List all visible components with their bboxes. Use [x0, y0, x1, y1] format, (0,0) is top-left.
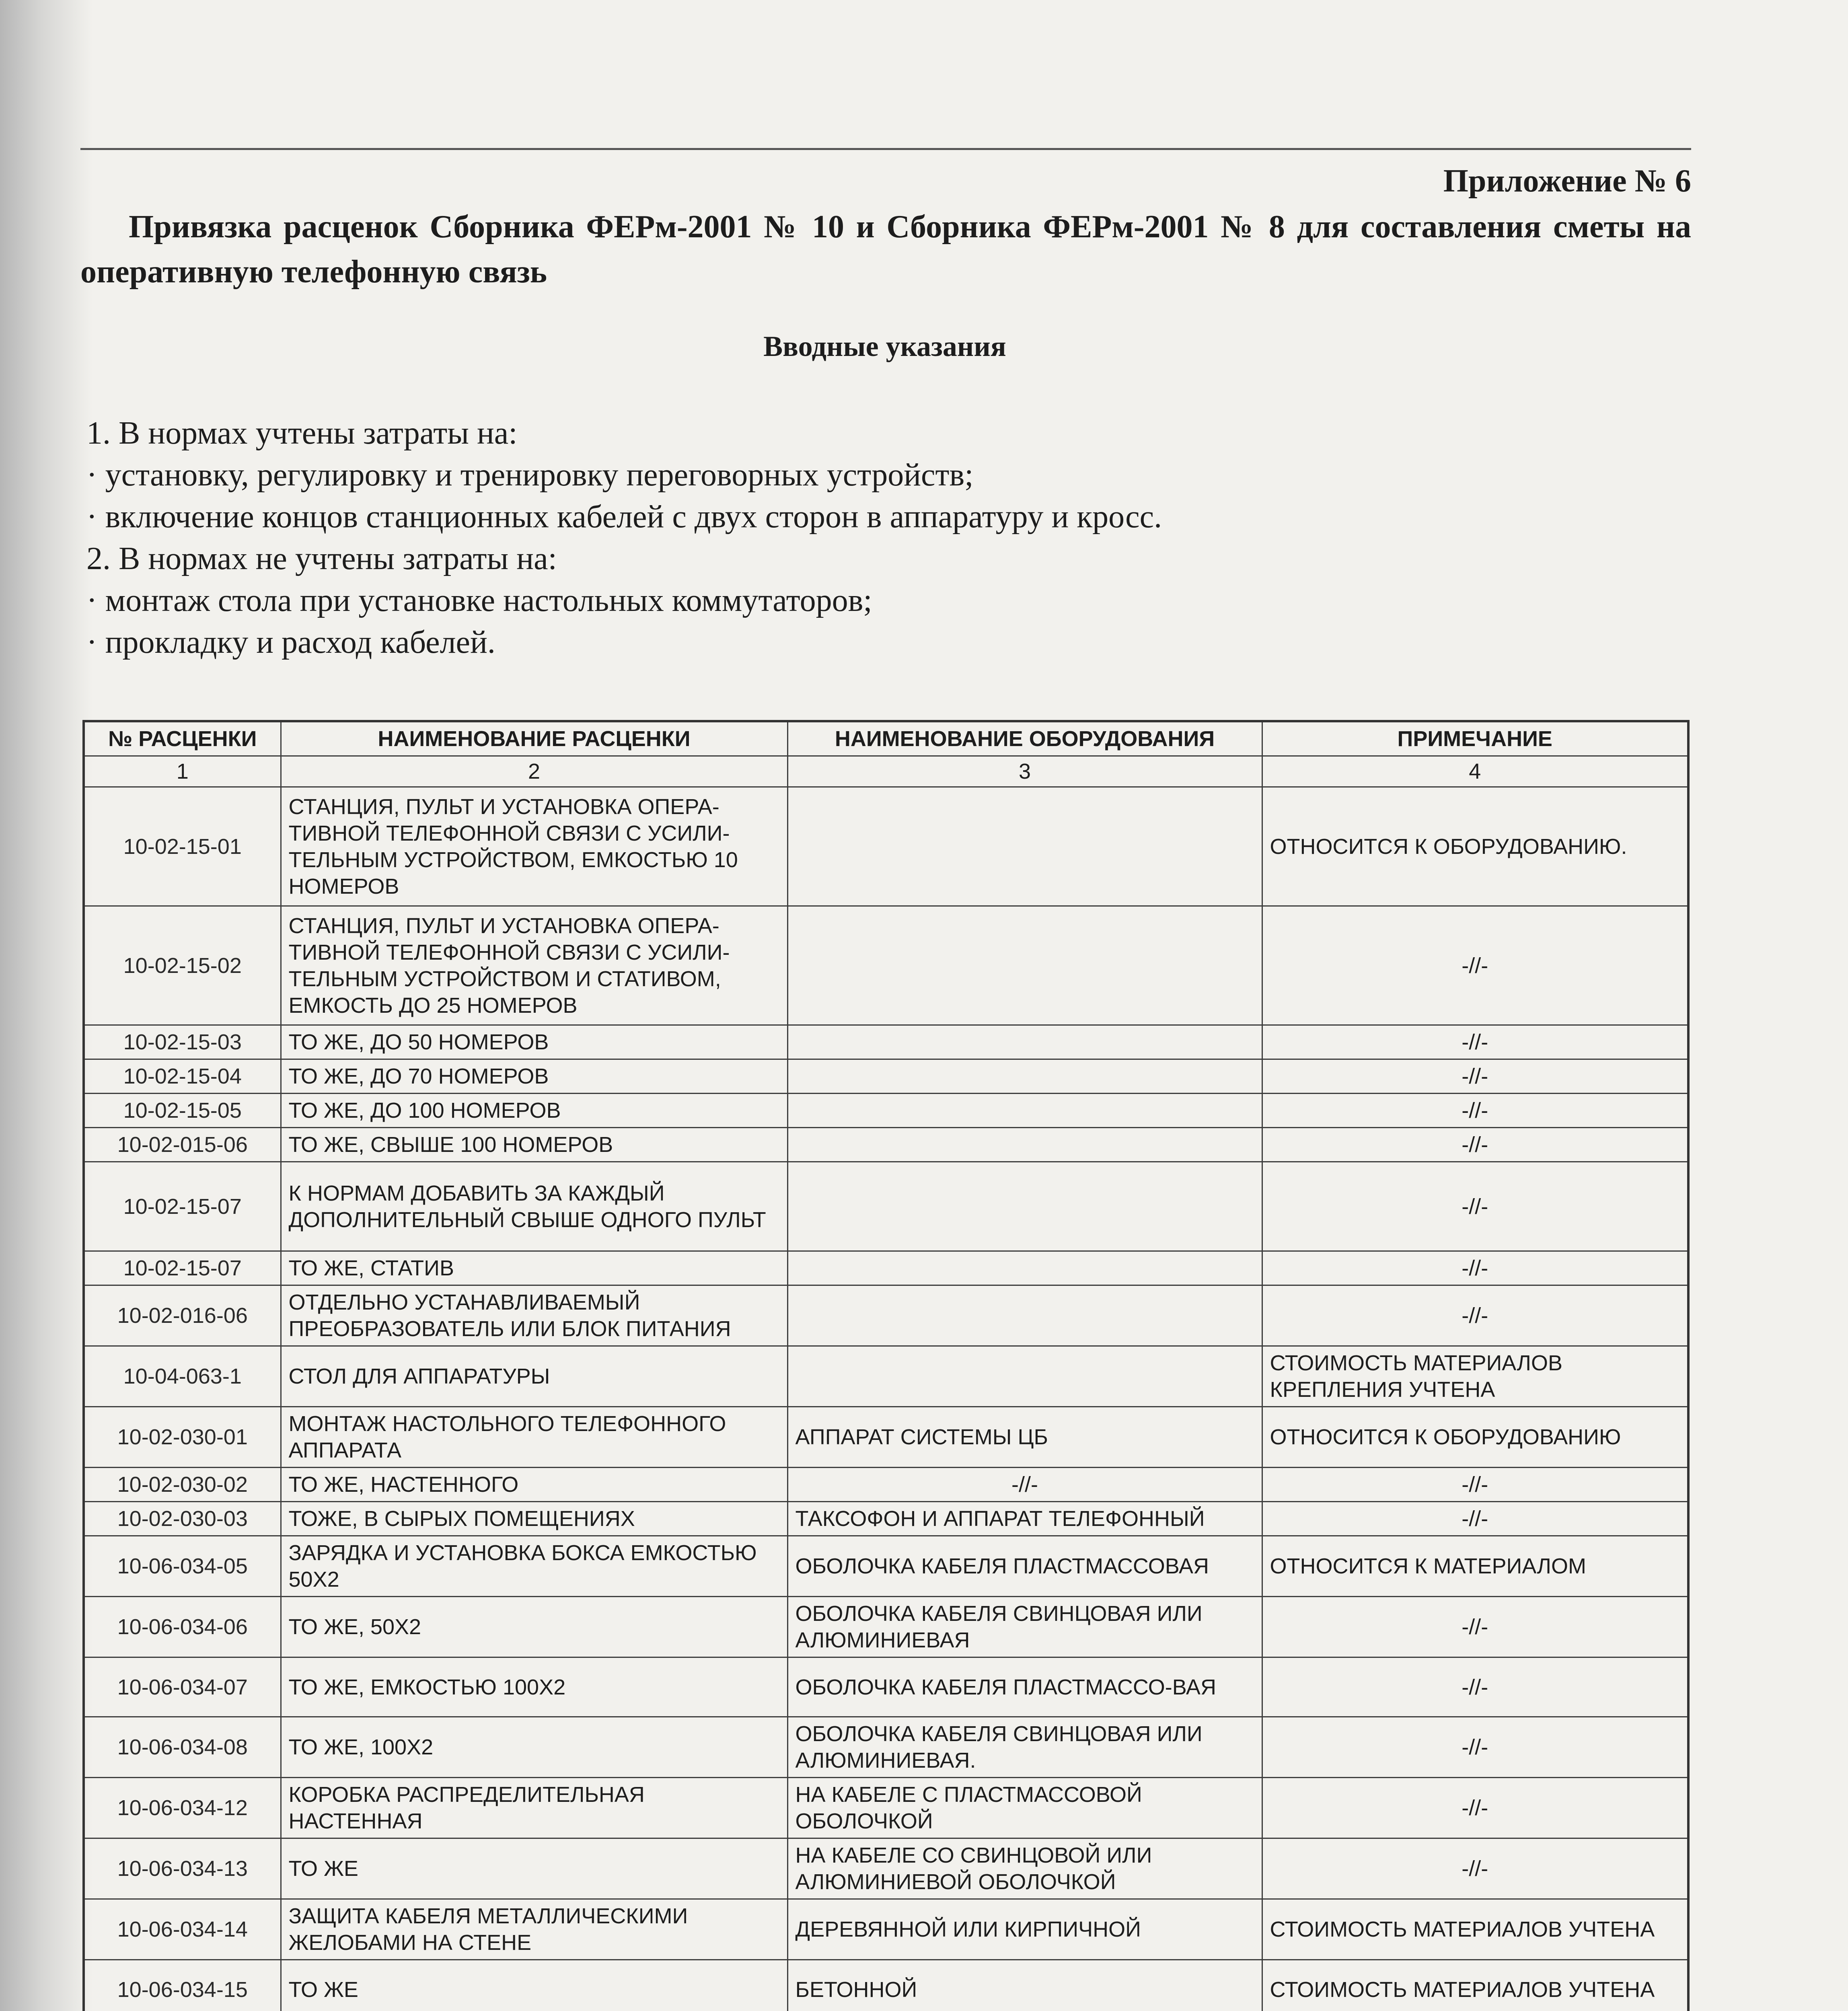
remark-cell: СТОИМОСТЬ МАТЕРИАЛОВ УЧТЕНА [1262, 1960, 1688, 2011]
remark-cell: -//- [1262, 906, 1688, 1025]
column-header-remark: ПРИМЕЧАНИЕ [1262, 721, 1688, 756]
remark-cell: -//- [1262, 1597, 1688, 1657]
table-row [84, 1285, 1688, 1346]
rate-code-cell: 10-06-034-06 [84, 1597, 281, 1657]
intro-line: · монтаж стола при установке настольных коммутаторов; [86, 583, 872, 618]
intro-line: 2. В нормах не учтены затраты на: [86, 541, 557, 576]
remark-cell: -//- [1262, 1717, 1688, 1778]
rate-code-cell: 10-02-030-03 [84, 1502, 281, 1536]
top-rule [80, 148, 1691, 150]
rate-code-cell: 10-06-034-12 [84, 1778, 281, 1838]
equipment-cell: ДЕРЕВЯННОЙ ИЛИ КИРПИЧНОЙ [787, 1899, 1262, 1960]
equipment-cell: БЕТОННОЙ [787, 1960, 1262, 2011]
rate-name-cell: ЗАЩИТА КАБЕЛЯ МЕТАЛЛИЧЕСКИМИ ЖЕЛОБАМИ НА СТЕНЕ [281, 1899, 787, 1960]
column-number: 4 [1262, 756, 1688, 787]
table-row [84, 1778, 1688, 1838]
remark-cell: -//- [1262, 1094, 1688, 1128]
rate-code-cell: 10-02-015-06 [84, 1128, 281, 1162]
rate-code-cell: 10-02-15-04 [84, 1059, 281, 1094]
rate-code-cell: 10-06-034-08 [84, 1717, 281, 1778]
table-row [84, 1251, 1688, 1285]
table-row [84, 1468, 1688, 1502]
equipment-cell: НА КАБЕЛЕ СО СВИНЦОВОЙ ИЛИ АЛЮМИНИЕВОЙ ОБОЛОЧКОЙ [787, 1838, 1262, 1899]
table-row [84, 1059, 1688, 1094]
rate-code-cell: 10-02-030-01 [84, 1407, 281, 1468]
rate-code-cell: 10-02-15-02 [84, 906, 281, 1025]
intro-line: · прокладку и расход кабелей. [86, 625, 495, 660]
rate-name-cell: К НОРМАМ ДОБАВИТЬ ЗА КАЖДЫЙ ДОПОЛНИТЕЛЬНЫЙ СВЫШЕ ОДНОГО ПУЛЬТ [281, 1162, 787, 1251]
equipment-cell: НА КАБЕЛЕ С ПЛАСТМАССОВОЙ ОБОЛОЧКОЙ [787, 1778, 1262, 1838]
table-row [84, 787, 1688, 906]
rate-code-cell: 10-02-15-01 [84, 787, 281, 906]
table-row [84, 1717, 1688, 1778]
equipment-cell [787, 1162, 1262, 1251]
remark-cell: -//- [1262, 1502, 1688, 1536]
rate-name-cell: МОНТАЖ НАСТОЛЬНОГО ТЕЛЕФОННОГО АППАРАТА [281, 1407, 787, 1468]
rate-name-cell: КОРОБКА РАСПРЕДЕЛИТЕЛЬНАЯ НАСТЕННАЯ [281, 1778, 787, 1838]
equipment-cell [787, 787, 1262, 906]
table-row [84, 1899, 1688, 1960]
table-row [84, 1094, 1688, 1128]
intro-heading: Вводные указания [763, 330, 1006, 362]
rate-name-cell: СТОЛ ДЛЯ АППАРАТУРЫ [281, 1346, 787, 1407]
table-header-row [84, 721, 1688, 756]
remark-cell: -//- [1262, 1059, 1688, 1094]
intro-line: · включение концов станционных кабелей с двух сторон в аппаратуру и кросс. [86, 499, 1162, 535]
table-row [84, 906, 1688, 1025]
rate-code-cell: 10-02-15-03 [84, 1025, 281, 1059]
rate-name-cell: ТО ЖЕ, ДО 70 НОМЕРОВ [281, 1059, 787, 1094]
rates-table [82, 720, 1690, 2011]
rate-code-cell: 10-06-034-05 [84, 1536, 281, 1597]
remark-cell: -//- [1262, 1468, 1688, 1502]
rate-name-cell: СТАНЦИЯ, ПУЛЬТ И УСТАНОВКА ОПЕРА-ТИВНОЙ ТЕЛЕФОННОЙ СВЯЗИ С УСИЛИ-ТЕЛЬНЫМ УСТРОЙСТВОМ, ЕМКОСТЬЮ 10 НОМЕРОВ [281, 787, 787, 906]
column-header-equipment: НАИМЕНОВАНИЕ ОБОРУДОВАНИЯ [787, 721, 1262, 756]
table-row [84, 1162, 1688, 1251]
table-row [84, 1025, 1688, 1059]
equipment-cell: ОБОЛОЧКА КАБЕЛЯ ПЛАСТМАССО-ВАЯ [787, 1657, 1262, 1717]
rate-code-cell: 10-04-063-1 [84, 1346, 281, 1407]
table-row [84, 1128, 1688, 1162]
remark-cell: -//- [1262, 1838, 1688, 1899]
rate-code-cell: 10-06-034-07 [84, 1657, 281, 1717]
remark-cell: -//- [1262, 1251, 1688, 1285]
column-header-code: № РАСЦЕНКИ [84, 721, 281, 756]
equipment-cell: ТАКСОФОН И АППАРАТ ТЕЛЕФОННЫЙ [787, 1502, 1262, 1536]
column-number: 2 [281, 756, 787, 787]
remark-cell: -//- [1262, 1285, 1688, 1346]
intro-line: · установку, регулировку и тренировку переговорных устройств; [86, 457, 974, 493]
rate-name-cell: СТАНЦИЯ, ПУЛЬТ И УСТАНОВКА ОПЕРА-ТИВНОЙ ТЕЛЕФОННОЙ СВЯЗИ С УСИЛИ-ТЕЛЬНЫМ УСТРОЙСТВОМ И СТАТИВОМ, ЕМКОСТЬ ДО 25 НОМЕРОВ [281, 906, 787, 1025]
rate-name-cell: ТО ЖЕ, СВЫШЕ 100 НОМЕРОВ [281, 1128, 787, 1162]
rate-code-cell: 10-02-016-06 [84, 1285, 281, 1346]
remark-cell: СТОИМОСТЬ МАТЕРИАЛОВ УЧТЕНА [1262, 1899, 1688, 1960]
equipment-cell: ОБОЛОЧКА КАБЕЛЯ ПЛАСТМАССОВАЯ [787, 1536, 1262, 1597]
document-title: Привязка расценок Сборника ФЕРм-2001 № 10 и Сборника ФЕРм-2001 № 8 для составления сметы на оперативную телефонную связь [80, 209, 1691, 290]
page-edge-shadow [0, 0, 93, 2011]
equipment-cell: ОБОЛОЧКА КАБЕЛЯ СВИНЦОВАЯ ИЛИ АЛЮМИНИЕВАЯ. [787, 1717, 1262, 1778]
equipment-cell [787, 1285, 1262, 1346]
table-row [84, 1407, 1688, 1468]
equipment-cell: -//- [787, 1468, 1262, 1502]
rates-table-body [84, 787, 1688, 2011]
rate-name-cell: ТО ЖЕ [281, 1838, 787, 1899]
table-row [84, 1346, 1688, 1407]
remark-cell: -//- [1262, 1025, 1688, 1059]
equipment-cell: ОБОЛОЧКА КАБЕЛЯ СВИНЦОВАЯ ИЛИ АЛЮМИНИЕВАЯ [787, 1597, 1262, 1657]
remark-cell: -//- [1262, 1657, 1688, 1717]
rate-code-cell: 10-02-15-07 [84, 1162, 281, 1251]
table-row [84, 1502, 1688, 1536]
rate-code-cell: 10-02-15-07 [84, 1251, 281, 1285]
rate-name-cell: ТОЖЕ, В СЫРЫХ ПОМЕЩЕНИЯХ [281, 1502, 787, 1536]
rate-code-cell: 10-06-034-15 [84, 1960, 281, 2011]
rate-name-cell: ТО ЖЕ, НАСТЕННОГО [281, 1468, 787, 1502]
column-number-row [84, 756, 1688, 787]
remark-cell: ОТНОСИТСЯ К ОБОРУДОВАНИЮ [1262, 1407, 1688, 1468]
rate-name-cell: ОТДЕЛЬНО УСТАНАВЛИВАЕМЫЙ ПРЕОБРАЗОВАТЕЛЬ ИЛИ БЛОК ПИТАНИЯ [281, 1285, 787, 1346]
remark-cell: СТОИМОСТЬ МАТЕРИАЛОВ КРЕПЛЕНИЯ УЧТЕНА [1262, 1346, 1688, 1407]
appendix-label: Приложение № 6 [1443, 163, 1691, 199]
rate-name-cell: ТО ЖЕ, СТАТИВ [281, 1251, 787, 1285]
table-row [84, 1838, 1688, 1899]
equipment-cell [787, 1128, 1262, 1162]
remark-cell: -//- [1262, 1162, 1688, 1251]
table-row [84, 1597, 1688, 1657]
rate-code-cell: 10-06-034-13 [84, 1838, 281, 1899]
rate-name-cell: ТО ЖЕ, ДО 100 НОМЕРОВ [281, 1094, 787, 1128]
rate-code-cell: 10-02-030-02 [84, 1468, 281, 1502]
rate-code-cell: 10-02-15-05 [84, 1094, 281, 1128]
remark-cell: -//- [1262, 1778, 1688, 1838]
table-row [84, 1657, 1688, 1717]
column-number: 1 [84, 756, 281, 787]
intro-line: 1. В нормах учтены затраты на: [86, 415, 518, 451]
rate-name-cell: ТО ЖЕ, 100Х2 [281, 1717, 787, 1778]
rate-name-cell: ТО ЖЕ [281, 1960, 787, 2011]
intro-notes [86, 412, 1655, 663]
equipment-cell: АППАРАТ СИСТЕМЫ ЦБ [787, 1407, 1262, 1468]
table-row [84, 1536, 1688, 1597]
rate-name-cell: ЗАРЯДКА И УСТАНОВКА БОКСА ЕМКОСТЬЮ 50Х2 [281, 1536, 787, 1597]
equipment-cell [787, 1251, 1262, 1285]
equipment-cell [787, 1346, 1262, 1407]
equipment-cell [787, 1094, 1262, 1128]
column-header-name: НАИМЕНОВАНИЕ РАСЦЕНКИ [281, 721, 787, 756]
remark-cell: -//- [1262, 1128, 1688, 1162]
rate-name-cell: ТО ЖЕ, ДО 50 НОМЕРОВ [281, 1025, 787, 1059]
table-row [84, 1960, 1688, 2011]
equipment-cell [787, 1059, 1262, 1094]
remark-cell: ОТНОСИТСЯ К МАТЕРИАЛОМ [1262, 1536, 1688, 1597]
equipment-cell [787, 906, 1262, 1025]
rate-code-cell: 10-06-034-14 [84, 1899, 281, 1960]
remark-cell: ОТНОСИТСЯ К ОБОРУДОВАНИЮ. [1262, 787, 1688, 906]
equipment-cell [787, 1025, 1262, 1059]
rate-name-cell: ТО ЖЕ, 50Х2 [281, 1597, 787, 1657]
rate-name-cell: ТО ЖЕ, ЕМКОСТЬЮ 100Х2 [281, 1657, 787, 1717]
column-number: 3 [787, 756, 1262, 787]
